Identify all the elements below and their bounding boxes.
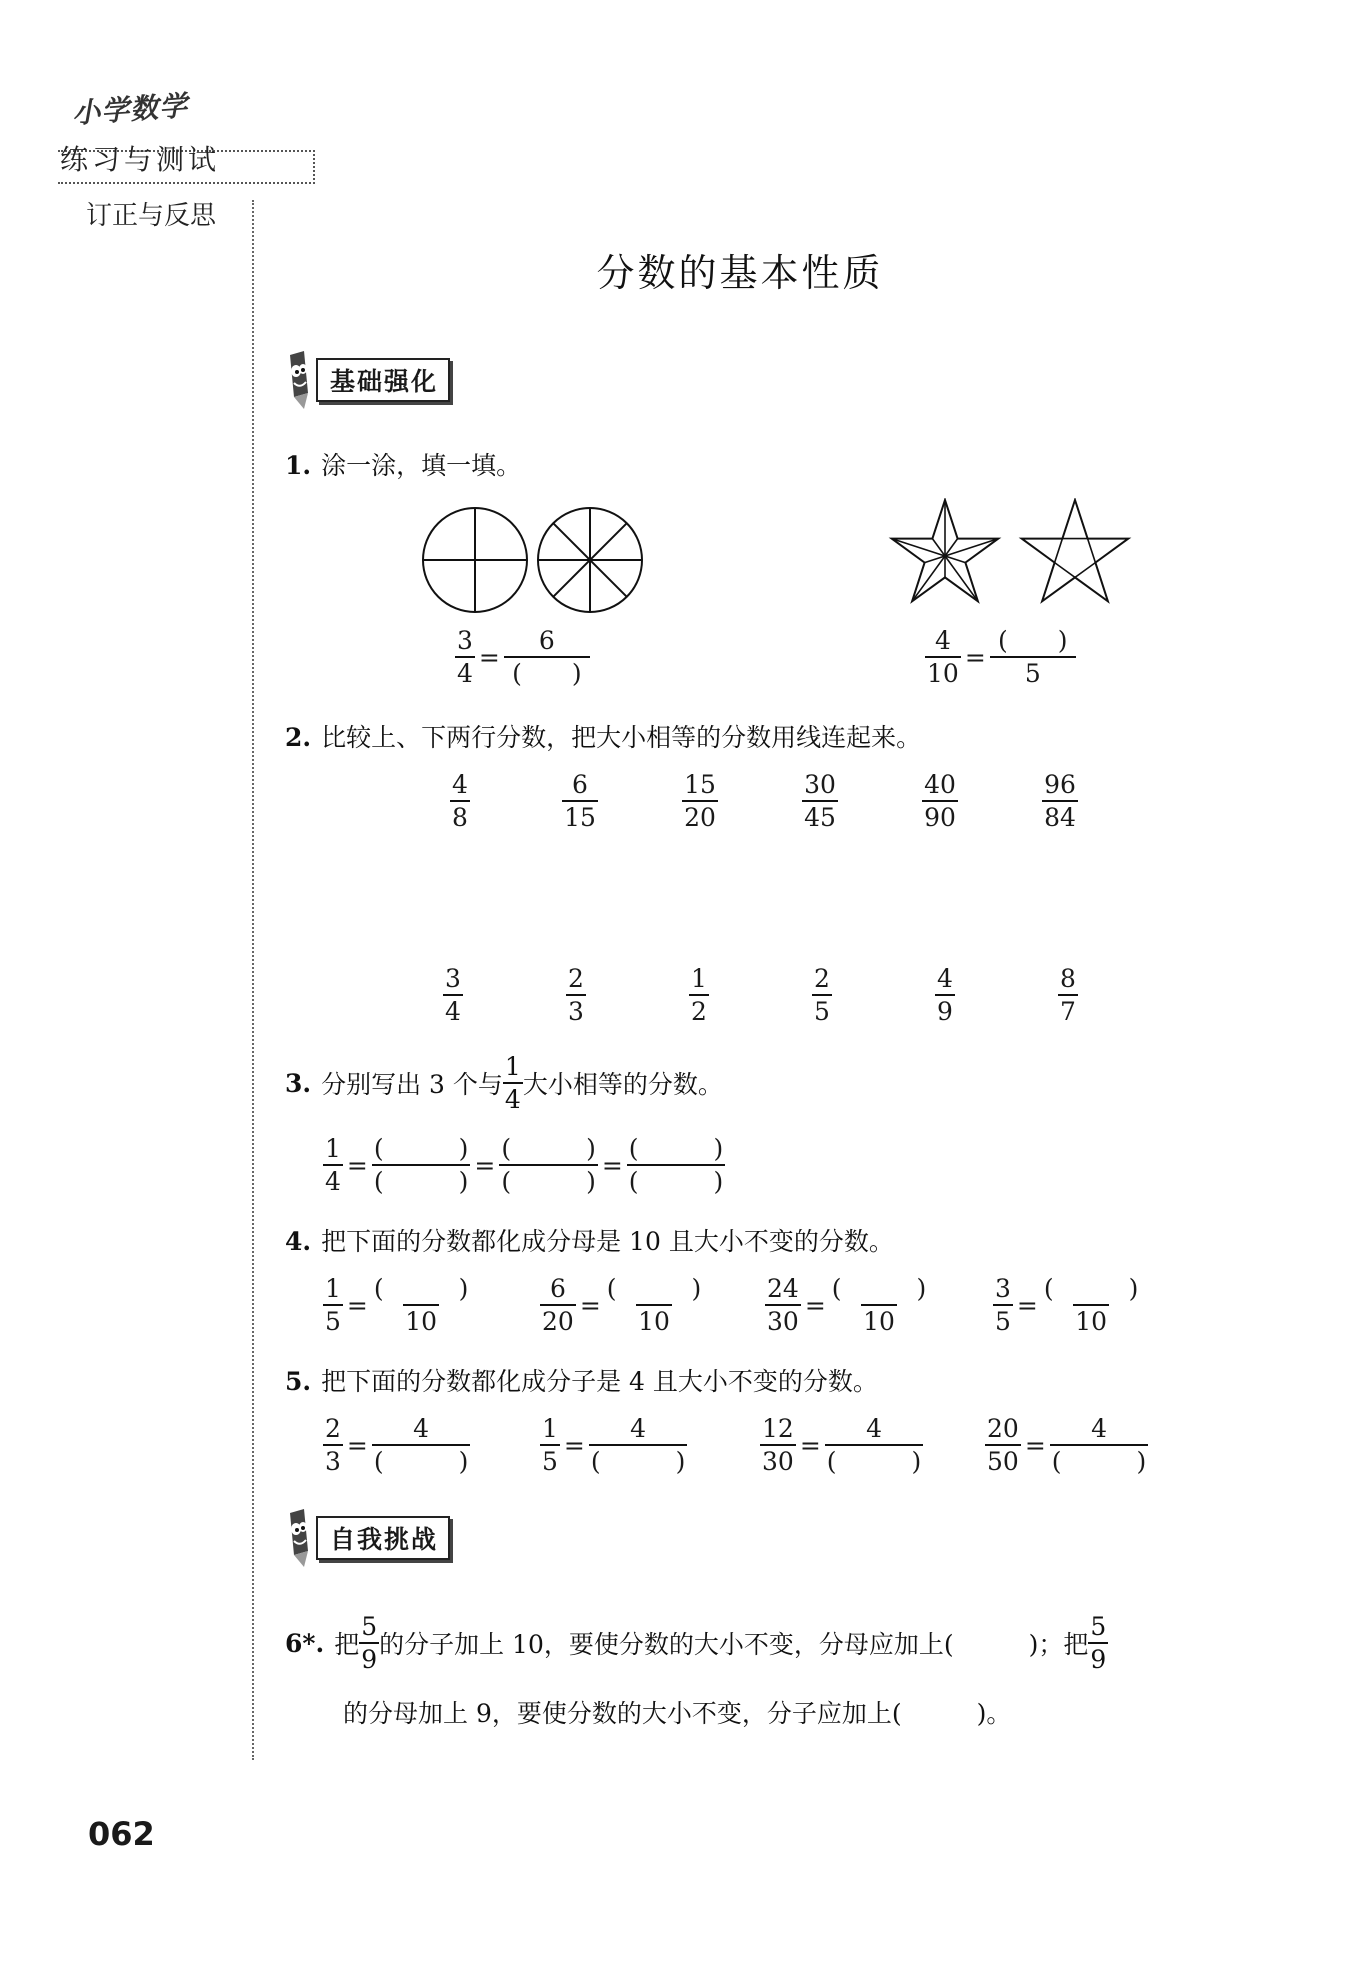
question-4: 4. 把下面的分数都化成分母是 10 且大小不变的分数。 bbox=[285, 1227, 894, 1256]
answer-fraction[interactable]: $\frac{4}{( )}$ bbox=[590, 1414, 686, 1476]
fraction: $\frac{5}{9}$ bbox=[361, 1612, 378, 1674]
q1-left-equation: $\frac{3}{4}$ = $\frac{6}{( )}$ bbox=[455, 628, 590, 686]
bottom-fraction-1[interactable]: $\frac{3}{4}$ bbox=[445, 964, 461, 1026]
top-fraction-2[interactable]: $\frac{6}{15}$ bbox=[564, 770, 596, 832]
page-title: 分数的基本性质 bbox=[596, 251, 884, 295]
section-basic-label: 基础强化 bbox=[316, 358, 450, 402]
q5-item-4: $\frac{20}{50}$ = $\frac{4}{( )}$ bbox=[987, 1414, 1147, 1476]
margin-label: 订正与反思 bbox=[86, 201, 217, 231]
answer-fraction[interactable]: $\frac{( )}{10}$ bbox=[1043, 1274, 1139, 1336]
q2-bottom-row bbox=[433, 966, 1088, 1024]
star-ten-part-icon bbox=[892, 500, 999, 601]
page-number: 062 bbox=[88, 1815, 155, 1853]
q3-answer-chain: $\frac{1}{4}$ = $\frac{( )}{( )}$ = $\frac{( )}{( )}$ = $\frac{( )}{( )}$ bbox=[325, 1134, 724, 1196]
pencil-mascot-icon bbox=[282, 1507, 312, 1569]
q4-item-3: $\frac{24}{30}$ = $\frac{( )}{10}$ bbox=[767, 1274, 927, 1336]
top-fraction-5[interactable]: $\frac{40}{90}$ bbox=[924, 770, 956, 832]
top-fraction-6[interactable]: $\frac{96}{84}$ bbox=[1044, 770, 1076, 832]
q2-top-row bbox=[440, 772, 1080, 830]
top-fraction-1[interactable]: $\frac{4}{8}$ bbox=[452, 770, 468, 832]
book-subtitle: 练习与测试 bbox=[60, 143, 221, 176]
star-five-part-icon bbox=[1022, 500, 1129, 601]
answer-fraction[interactable]: $\frac{( )}{10}$ bbox=[831, 1274, 927, 1336]
margin-divider bbox=[252, 200, 254, 1760]
answer-fraction[interactable]: $\frac{6}{( )}$ bbox=[504, 628, 590, 686]
circle-eighths-icon bbox=[538, 508, 642, 612]
answer-fraction[interactable]: $\frac{( )}{10}$ bbox=[373, 1274, 469, 1336]
q5-item-3: $\frac{12}{30}$ = $\frac{4}{( )}$ bbox=[762, 1414, 922, 1476]
pencil-mascot-icon bbox=[282, 349, 312, 411]
section-challenge-label: 自我挑战 bbox=[316, 1516, 450, 1560]
fraction: $\frac{1}{4}$ bbox=[504, 1052, 521, 1114]
circle-diagrams bbox=[420, 505, 650, 615]
section-challenge bbox=[282, 1516, 450, 1560]
answer-fraction[interactable]: $\frac{( )}{( )}$ bbox=[373, 1134, 469, 1196]
bottom-fraction-5[interactable]: $\frac{4}{9}$ bbox=[937, 964, 953, 1026]
question-6: 6*. 把 $\frac{5}{9}$ 的分子加上 10，要使分数的大小不变，分母应加上( )；把 $\frac{5}{9}$ bbox=[285, 1612, 1107, 1674]
bottom-fraction-2[interactable]: $\frac{2}{3}$ bbox=[568, 964, 584, 1026]
question-3: 3. 分别写出 3 个与 $\frac{1}{4}$ 大小相等的分数。 bbox=[285, 1052, 723, 1114]
q4-item-2: $\frac{6}{20}$ = $\frac{( )}{10}$ bbox=[542, 1274, 702, 1336]
q5-item-2: $\frac{1}{5}$ = $\frac{4}{( )}$ bbox=[542, 1414, 686, 1476]
top-fraction-3[interactable]: $\frac{15}{20}$ bbox=[684, 770, 716, 832]
star-diagrams bbox=[885, 498, 1135, 618]
answer-fraction[interactable]: $\frac{( )}{10}$ bbox=[606, 1274, 702, 1336]
book-brand: 小学数学 bbox=[71, 88, 190, 131]
question-5: 5. 把下面的分数都化成分子是 4 且大小不变的分数。 bbox=[285, 1367, 878, 1396]
q4-item-4: $\frac{3}{5}$ = $\frac{( )}{10}$ bbox=[995, 1274, 1139, 1336]
answer-fraction[interactable]: $\frac{( )}{( )}$ bbox=[628, 1134, 724, 1196]
q4-item-1: $\frac{1}{5}$ = $\frac{( )}{10}$ bbox=[325, 1274, 469, 1336]
section-basic bbox=[282, 358, 450, 402]
question-6-line-2: 的分母加上 9，要使分数的大小不变，分子应加上( )。 bbox=[343, 1699, 1012, 1728]
bottom-fraction-4[interactable]: $\frac{2}{5}$ bbox=[814, 964, 830, 1026]
question-1: 1. 涂一涂，填一填。 bbox=[285, 451, 522, 480]
answer-fraction[interactable]: $\frac{4}{( )}$ bbox=[826, 1414, 922, 1476]
fraction: $\frac{1}{4}$ bbox=[325, 1134, 341, 1196]
q1-right-equation: $\frac{4}{10}$ = $\frac{( )}{5}$ bbox=[925, 628, 1076, 686]
bottom-fraction-3[interactable]: $\frac{1}{2}$ bbox=[691, 964, 707, 1026]
answer-fraction[interactable]: $\frac{4}{( )}$ bbox=[1051, 1414, 1147, 1476]
q5-item-1: $\frac{2}{3}$ = $\frac{4}{( )}$ bbox=[325, 1414, 469, 1476]
top-fraction-4[interactable]: $\frac{30}{45}$ bbox=[804, 770, 836, 832]
fraction: $\frac{3}{4}$ bbox=[457, 626, 473, 688]
bottom-fraction-6[interactable]: $\frac{8}{7}$ bbox=[1060, 964, 1076, 1026]
fraction: $\frac{5}{9}$ bbox=[1090, 1612, 1107, 1674]
fraction: $\frac{4}{10}$ bbox=[927, 626, 959, 688]
answer-fraction[interactable]: $\frac{4}{( )}$ bbox=[373, 1414, 469, 1476]
circle-quarters-icon bbox=[423, 508, 527, 612]
answer-fraction[interactable]: $\frac{( )}{5}$ bbox=[990, 628, 1076, 686]
question-2: 2. 比较上、下两行分数，把大小相等的分数用线连起来。 bbox=[285, 723, 922, 752]
answer-fraction[interactable]: $\frac{( )}{( )}$ bbox=[501, 1134, 596, 1196]
